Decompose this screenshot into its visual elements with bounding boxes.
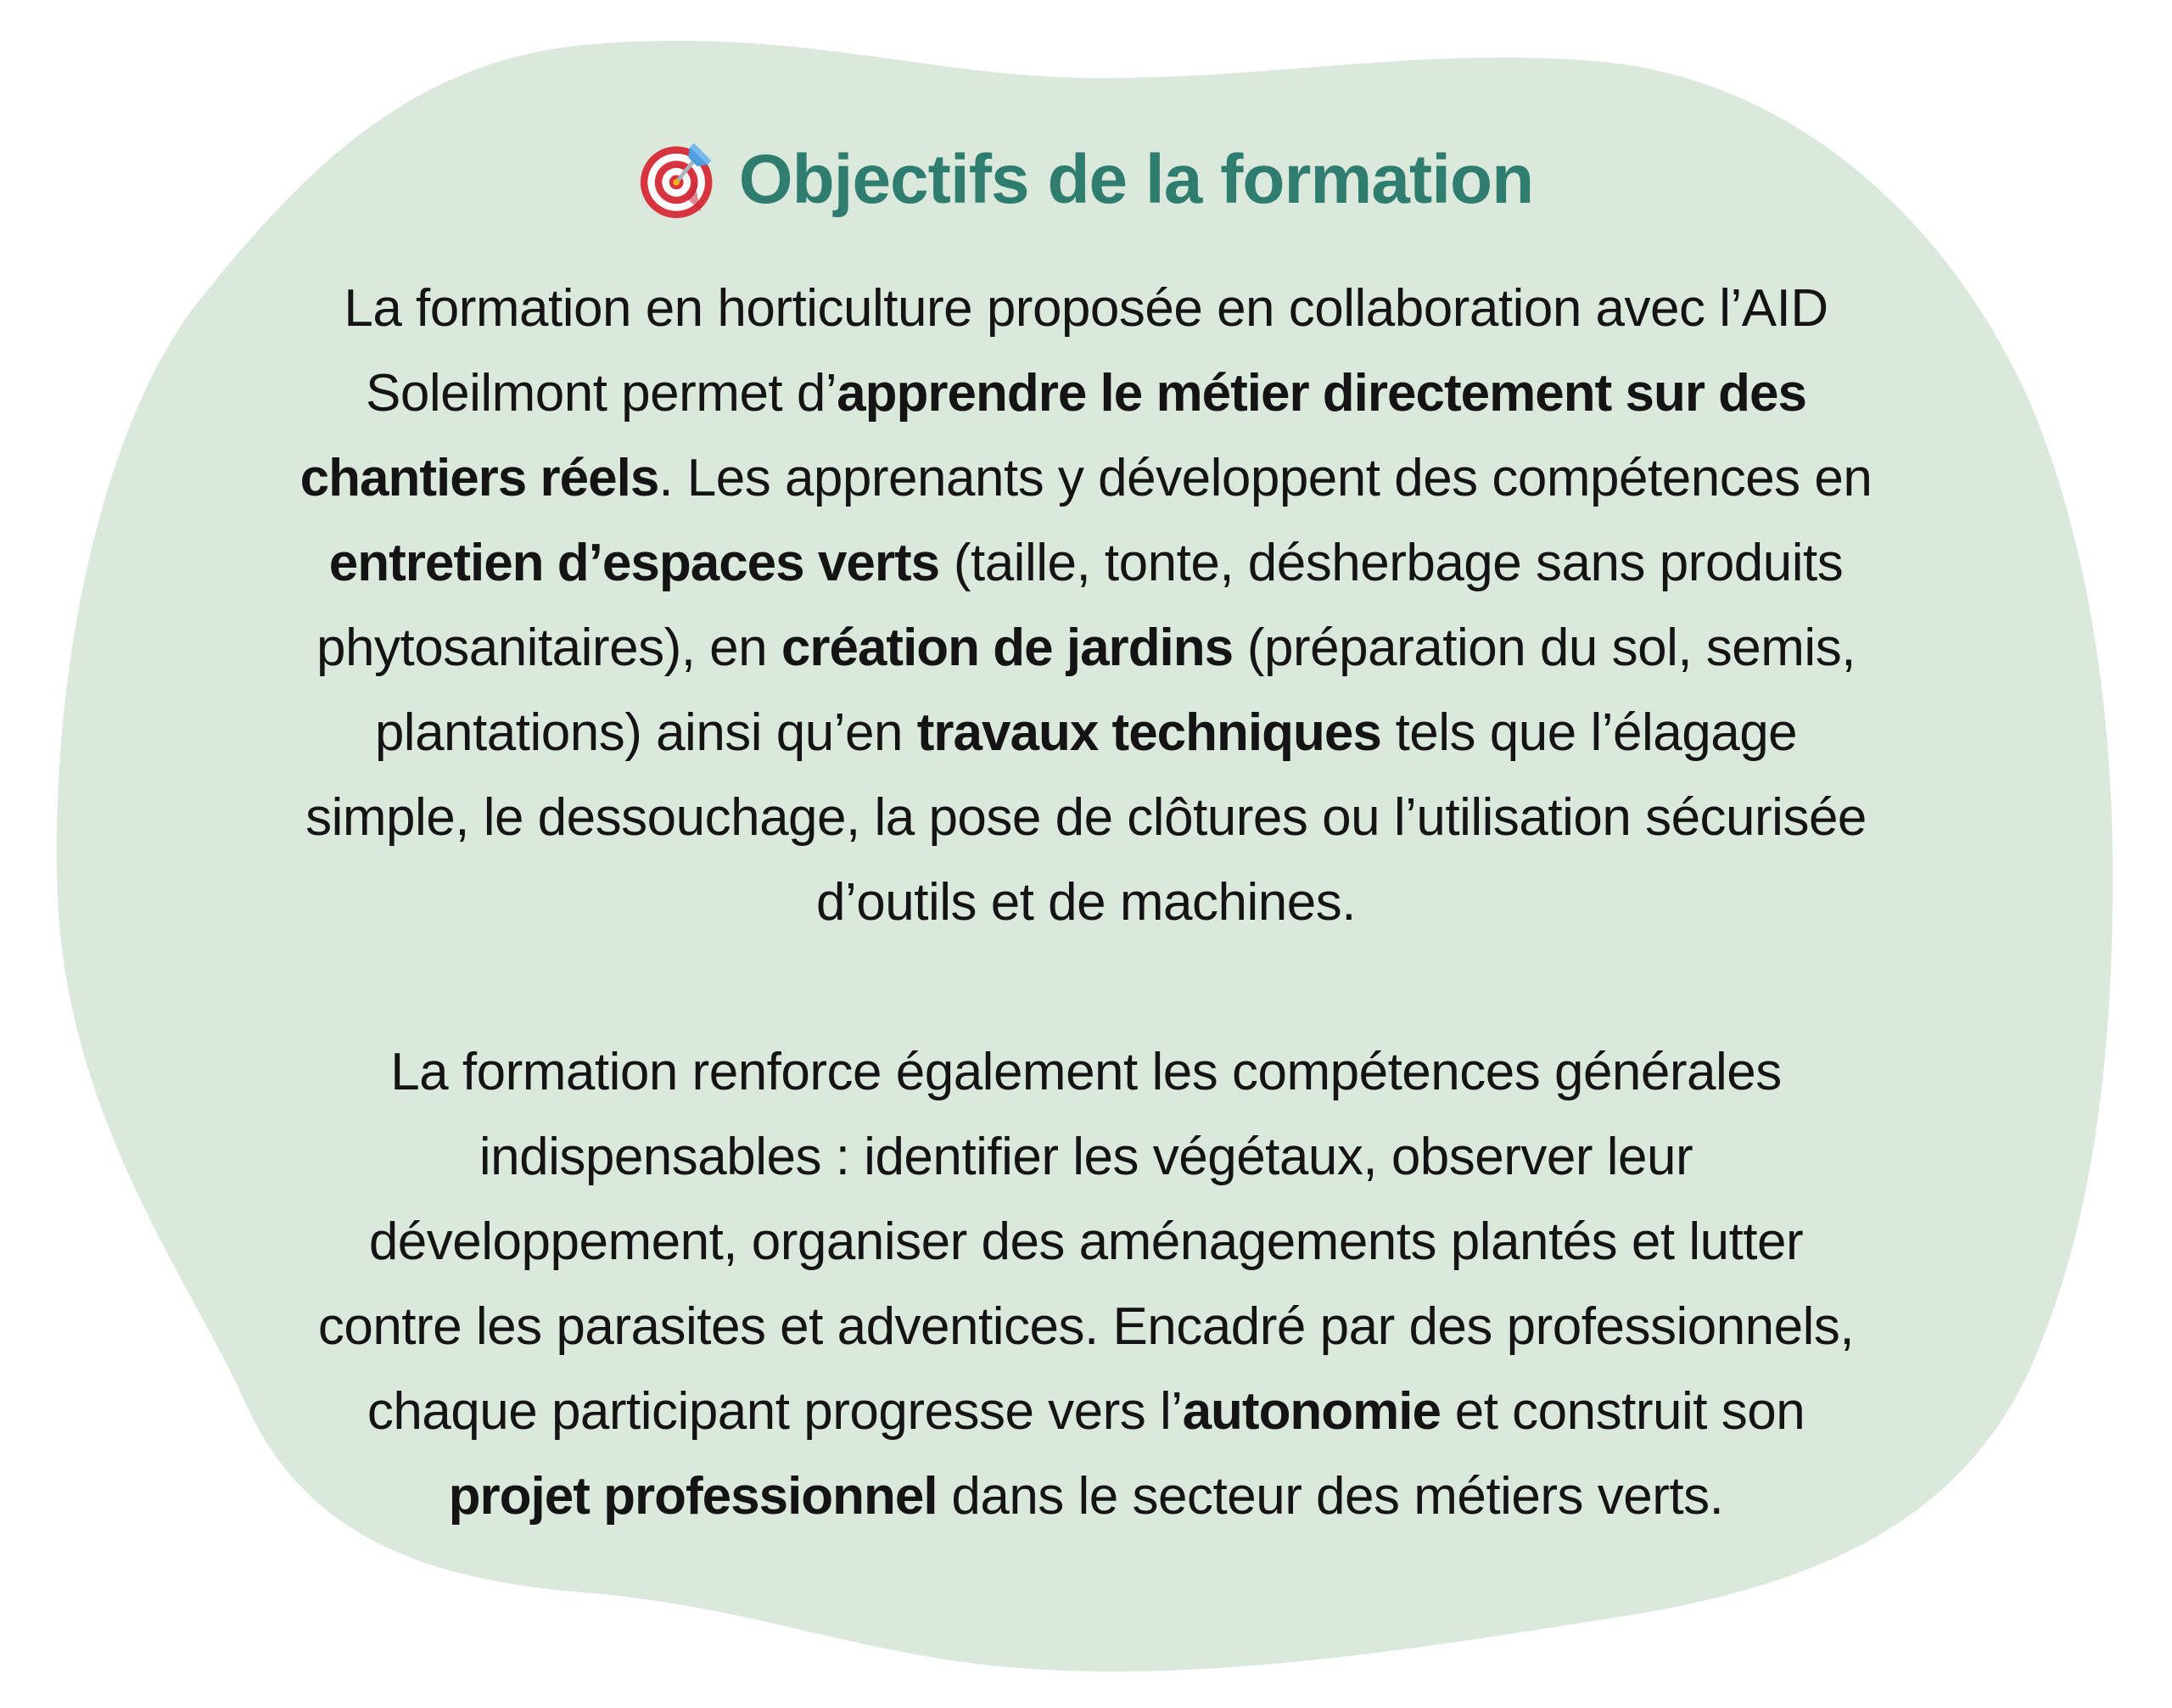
target-dart-icon — [639, 140, 719, 220]
section-title: Objectifs de la formation — [738, 141, 1534, 218]
paragraph-1: La formation en horticulture proposée en collaboration avec l’AID Soleilmont permet d’apprendre le métier directement sur des chantiers réels. Les apprenants y développent des compétences en entretien d’espaces verts (taille, tonte, désherbage sans produits phytosanitaires), en création de jardins (préparation du sol, semis, plantations) ainsi qu’en travaux techniques tels que l’élagage simple, le dessouchage, la pose de clôtures ou l’utilisation sécurisée d’outils et de machines. — [299, 279, 1873, 932]
paragraph-2: La formation renforce également les compétences générales indispensables : identifier les végétaux, observer leur développement, organiser des aménagements plantés et lutter contre les parasites et adventices. Encadré par des professionnels, chaque participant progresse vers l’autonomie et construit son projet professionnel dans le secteur des métiers verts. — [317, 1043, 1855, 1526]
section-header — [110, 140, 2062, 220]
content-area — [110, 140, 2062, 1539]
